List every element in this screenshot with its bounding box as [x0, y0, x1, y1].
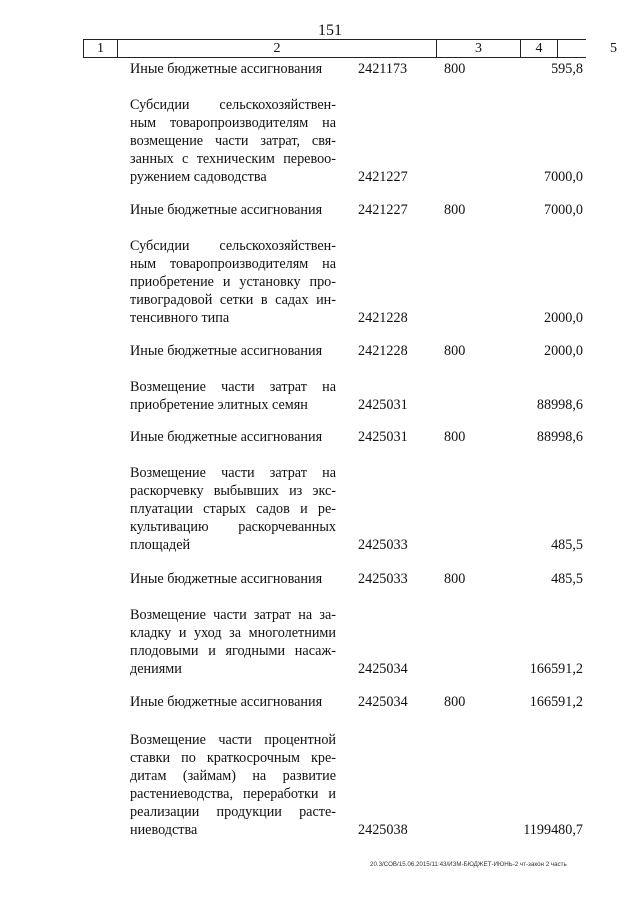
description-line: приобретение и установку про-: [130, 274, 336, 290]
description-line: Иные бюджетные ассигнования: [130, 571, 323, 587]
row-expense-type: 800: [444, 343, 466, 359]
row-code: 2421173: [358, 61, 408, 77]
description-line: Возмещение части затрат на: [130, 465, 336, 481]
description-line: Субсидии сельскохозяйствен-: [130, 238, 336, 254]
row-description: [130, 570, 336, 588]
page-number: 151: [318, 22, 342, 39]
description-line: культивацию раскорчеванных: [130, 519, 336, 535]
description-line: реализации продукции расте-: [130, 804, 336, 820]
description-line: Иные бюджетные ассигнования: [130, 61, 323, 77]
description-line: тивоградовой сетки в садах ин-: [130, 292, 336, 308]
description-line: кладку и уход за многолетними: [130, 625, 336, 641]
row-code: 2421228: [358, 310, 408, 326]
header-col-4: 4: [520, 40, 557, 57]
description-line: раскорчевку выбывших из экс-: [130, 483, 336, 499]
row-description: [130, 693, 336, 711]
row-amount: 485,5: [551, 571, 583, 587]
description-line: Субсидии сельскохозяйствен-: [130, 97, 336, 113]
header-col-1: 1: [83, 40, 117, 57]
description-line: ставки по краткосрочным кре-: [130, 750, 336, 766]
row-description: [130, 96, 336, 186]
row-code: 2425033: [358, 571, 408, 587]
header-col-3: 3: [436, 40, 520, 57]
row-description: [130, 464, 336, 554]
row-code: 2425031: [358, 429, 408, 445]
row-expense-type: 800: [444, 694, 466, 710]
description-line: занных с техническим перевоо-: [130, 151, 336, 167]
row-code: 2425031: [358, 397, 408, 413]
header-col-2: 2: [117, 40, 436, 57]
description-line: площадей: [130, 537, 191, 553]
row-code: 2421227: [358, 202, 408, 218]
description-line: дениями: [130, 661, 182, 677]
row-description: [130, 237, 336, 327]
description-line: дитам (займам) на развитие: [130, 768, 336, 784]
row-amount: 485,5: [551, 537, 583, 553]
row-code: 2425033: [358, 537, 408, 553]
description-line: приобретение элитных семян: [130, 397, 308, 413]
description-line: плодовыми и ягодными насаж-: [130, 643, 336, 659]
row-expense-type: 800: [444, 61, 466, 77]
row-amount: 7000,0: [543, 169, 583, 185]
row-amount: 166591,2: [529, 661, 583, 677]
row-description: [130, 378, 336, 414]
row-code: 2421227: [358, 169, 408, 185]
row-amount: 7000,0: [543, 202, 583, 218]
description-line: Иные бюджетные ассигнования: [130, 694, 323, 710]
description-line: Иные бюджетные ассигнования: [130, 343, 323, 359]
row-expense-type: 800: [444, 429, 466, 445]
row-code: 2421228: [358, 343, 408, 359]
description-line: Возмещение части процентной: [130, 732, 336, 748]
row-amount: 1199480,7: [523, 822, 583, 838]
description-line: растениеводства, переработки и: [130, 786, 336, 802]
description-line: ным товаропроизводителям на: [130, 115, 336, 131]
row-description: [130, 60, 336, 78]
description-line: плуатации старых садов и ре-: [130, 501, 336, 517]
description-line: ружением садоводства: [130, 169, 267, 185]
row-amount: 88998,6: [536, 429, 583, 445]
row-code: 2425034: [358, 694, 408, 710]
description-line: Возмещение части затрат на: [130, 379, 336, 395]
row-expense-type: 800: [444, 571, 466, 587]
row-description: [130, 201, 336, 219]
description-line: Возмещение части затрат на за-: [130, 607, 336, 623]
document-footer: 20.3/СОВ/15.06.2015/11:43/ИЗМ-БЮДЖЕТ-ИЮНЬ-2 чт-закон 2 часть: [370, 861, 567, 868]
row-code: 2425038: [358, 822, 408, 838]
row-amount: 88998,6: [536, 397, 583, 413]
row-description: [130, 428, 336, 446]
description-line: ниеводства: [130, 822, 198, 838]
row-description: [130, 342, 336, 360]
row-description: [130, 731, 336, 839]
row-amount: 166591,2: [529, 694, 583, 710]
row-amount: 2000,0: [543, 310, 583, 326]
description-line: ным товаропроизводителям на: [130, 256, 336, 272]
description-line: Иные бюджетные ассигнования: [130, 429, 323, 445]
row-description: [130, 606, 336, 678]
description-line: тенсивного типа: [130, 310, 230, 326]
row-amount: 2000,0: [543, 343, 583, 359]
header-col-5: 5: [557, 40, 640, 57]
description-line: Иные бюджетные ассигнования: [130, 202, 323, 218]
table-header: [83, 39, 617, 58]
row-expense-type: 800: [444, 202, 466, 218]
row-code: 2425034: [358, 661, 408, 677]
description-line: возмещение части затрат, свя-: [130, 133, 336, 149]
row-amount: 595,8: [551, 61, 583, 77]
